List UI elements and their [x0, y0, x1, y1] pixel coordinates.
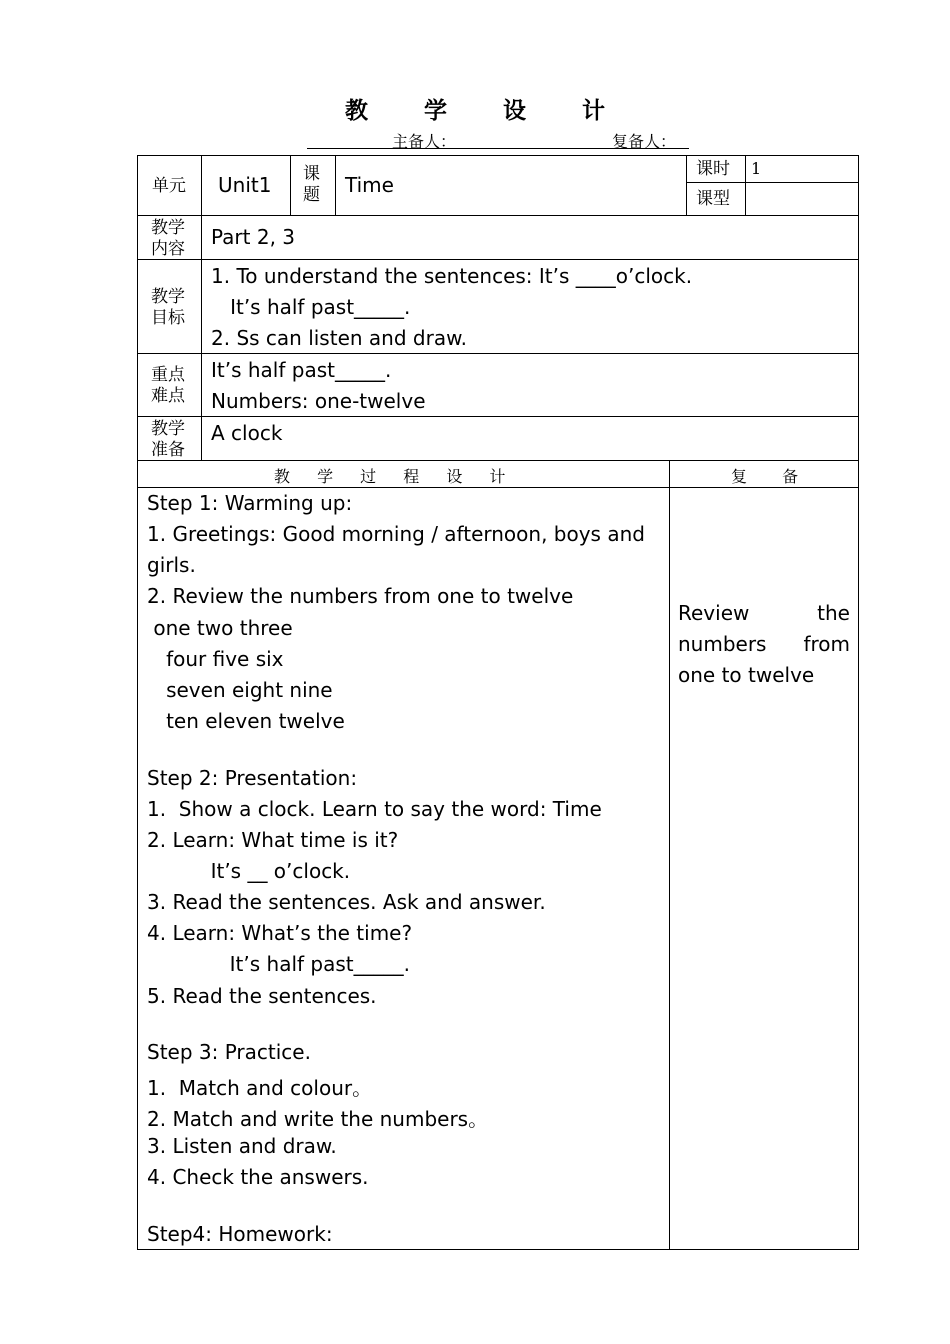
period-value: 1 [751, 159, 762, 178]
process-line: ten eleven twelve [147, 709, 345, 733]
prep-value: A clock [211, 421, 283, 445]
process-line: 2. Match and write the numbers。 [147, 1107, 489, 1131]
process-line: 2. Learn: What time is it? [147, 828, 399, 852]
process-line: Step4: Homework: [147, 1222, 333, 1246]
unit-value: Unit1 [218, 173, 272, 197]
row-divider [137, 353, 859, 354]
col-divider [669, 460, 670, 1250]
period-label: 课时 [696, 159, 730, 179]
row-divider [137, 460, 859, 461]
row-divider [686, 182, 859, 183]
process-line: Step 1: Warming up: [147, 491, 353, 515]
col-divider [745, 155, 746, 215]
key-line: Numbers: one-twelve [211, 389, 426, 413]
goal-label: 教学 目标 [151, 287, 185, 328]
process-line: It’s __ o’clock. [147, 859, 351, 883]
key-label: 重点 难点 [151, 365, 185, 406]
col-divider [290, 155, 291, 215]
prep-label: 教学 准备 [151, 419, 185, 460]
process-line: It’s half past_____. [147, 952, 410, 976]
process-line: 5. Read the sentences. [147, 984, 377, 1008]
page-title: 教 学 设 计 [344, 97, 630, 124]
review-header: 复 备 [731, 467, 799, 486]
reviewer-label: 复备人： [612, 132, 677, 151]
process-header: 教 学 过 程 设 计 [274, 467, 506, 486]
process-line: 3. Listen and draw. [147, 1134, 337, 1158]
process-line: Step 3: Practice. [147, 1040, 311, 1064]
row-divider [137, 487, 859, 488]
process-line: four five six [147, 647, 284, 671]
goal-line: It’s half past_____. [211, 295, 411, 319]
process-line: 4. Learn: What’s the time? [147, 921, 413, 945]
col-divider [686, 155, 687, 215]
process-line: 4. Check the answers. [147, 1165, 369, 1189]
goal-line: 1. To understand the sentences: It’s ____o’clock. [211, 264, 693, 288]
process-line: 2. Review the numbers from one to twelve [147, 584, 574, 608]
process-line: one two three [147, 616, 293, 640]
key-line: It’s half past_____. [211, 358, 392, 382]
col-divider [201, 155, 202, 460]
process-line: 3. Read the sentences. Ask and answer. [147, 890, 546, 914]
process-line: 1. Match and colour。 [147, 1076, 373, 1100]
process-line: girls. [147, 553, 196, 577]
process-line: 1. Greetings: Good morning / afternoon, boys and [147, 522, 645, 546]
topic-label: 课 题 [303, 164, 320, 205]
row-divider [137, 416, 859, 417]
review-note: Review the numbers from one to twelve [678, 601, 850, 687]
topic-value: Time [345, 173, 394, 197]
content-value: Part 2, 3 [211, 225, 296, 249]
unit-label: 单元 [152, 176, 186, 196]
process-line: seven eight nine [147, 678, 333, 702]
col-divider [335, 155, 336, 215]
goal-line: 2. Ss can listen and draw. [211, 326, 467, 350]
preparer-label: 主备人： [392, 132, 457, 151]
row-divider [137, 215, 859, 216]
process-line: 1. Show a clock. Learn to say the word: Time [147, 797, 602, 821]
process-line: Step 2: Presentation: [147, 766, 358, 790]
row-divider [137, 259, 859, 260]
type-label: 课型 [696, 189, 730, 209]
content-label: 教学 内容 [151, 218, 185, 259]
